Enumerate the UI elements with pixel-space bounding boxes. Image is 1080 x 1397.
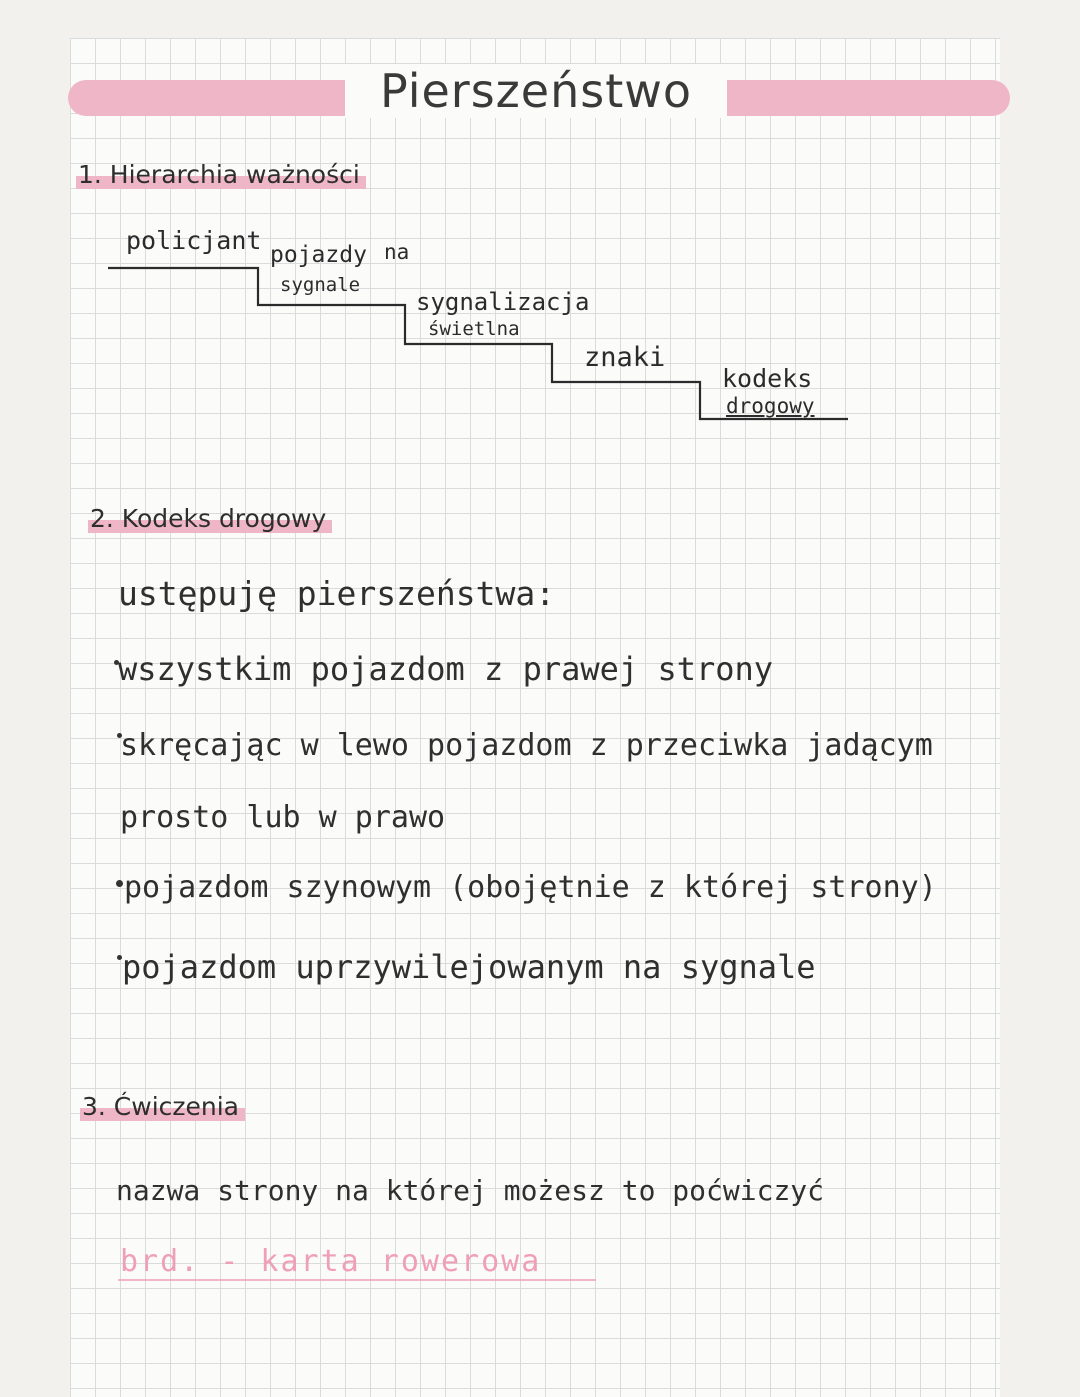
- rule-item-1: wszystkim pojazdom z prawej strony: [118, 650, 774, 688]
- exercise-answer: brd. - karta rowerowa: [120, 1244, 542, 1279]
- rule-intro: ustępuję pierszeństwa:: [118, 574, 556, 613]
- rule-item-2: skręcając w lewo pojazdom z przeciwka jadącym: [120, 728, 933, 763]
- section-2-heading-text: 2. Kodeks drogowy: [88, 504, 332, 533]
- section-3-heading-text: 3. Ćwiczenia: [80, 1092, 245, 1121]
- step-1-label: policjant: [126, 226, 262, 255]
- step-5-sublabel: drogowy: [726, 394, 815, 418]
- exercise-line: nazwa strony na której możesz to poćwiczyć: [116, 1174, 825, 1207]
- step-2-sublabel: sygnale: [280, 274, 361, 296]
- rule-item-4: pojazdom uprzywilejowanym na sygnale: [122, 948, 816, 986]
- step-5-label: kodeks: [722, 364, 813, 393]
- page-title: Pierszeństwo: [345, 64, 727, 118]
- step-4-label: znaki: [584, 342, 666, 373]
- step-3-sublabel: świetlna: [428, 318, 520, 340]
- rule-item-3: pojazdom szynowym (obojętnie z której strony): [124, 870, 937, 905]
- section-3-heading: [80, 1092, 245, 1121]
- section-1-heading-text: 1. Hierarchia ważności: [76, 160, 366, 189]
- section-2-heading: [88, 504, 332, 533]
- step-2-label-suffix: na: [384, 240, 410, 264]
- step-3-label: sygnalizacja: [416, 288, 590, 316]
- rule-item-2-continuation: prosto lub w prawo: [120, 800, 446, 835]
- bullet-3-dot: [116, 880, 123, 887]
- step-2-label: pojazdy: [270, 242, 367, 268]
